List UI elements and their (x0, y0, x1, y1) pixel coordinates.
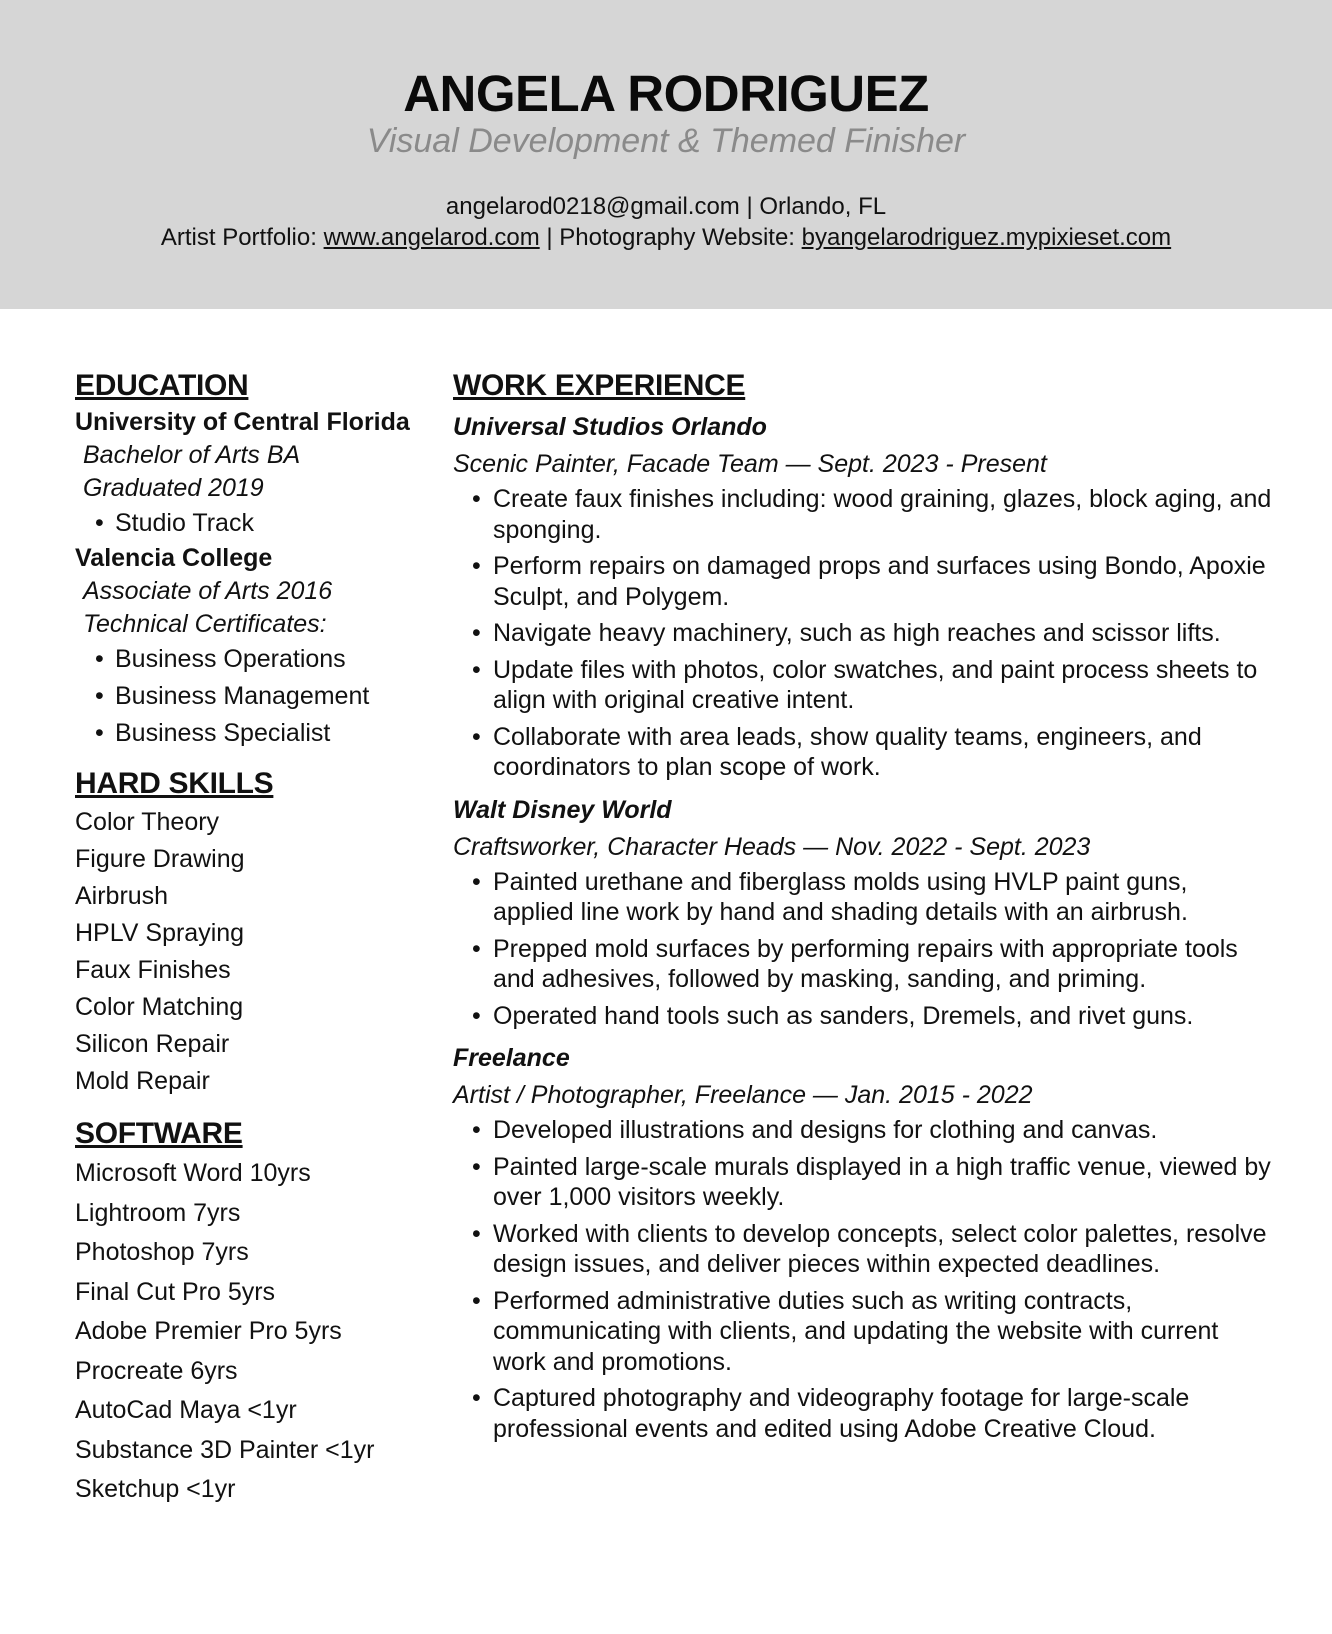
list-item: • Navigate heavy machinery, such as high reaches and scissor lifts. (493, 618, 1273, 649)
software-list (75, 1154, 415, 1510)
list-item: Final Cut Pro 5yrs (75, 1277, 276, 1306)
portfolio-label: Artist Portfolio: (160, 224, 324, 251)
hard-skills-list (75, 804, 415, 1100)
list-item: • Business Management (95, 682, 370, 710)
candidate-title: Visual Development & Themed Finisher (366, 122, 966, 160)
list-item: HPLV Spraying (75, 919, 245, 947)
list-item: • Developed illustrations and designs for clothing and canvas. (493, 1115, 1273, 1146)
list-item: Microsoft Word 10yrs (75, 1159, 311, 1187)
list-item: Sketchup <1yr (75, 1475, 236, 1503)
job-role: Scenic Painter, Facade Team — Sept. 2023 - Present (453, 450, 1047, 478)
left-column (75, 366, 415, 1510)
school-valencia: Valencia College (75, 544, 273, 572)
list-item: • Business Specialist (95, 719, 331, 747)
list-item: Adobe Premier Pro 5yrs (75, 1317, 342, 1345)
list-item: • Performed administrative duties such as writing contracts, communicating with clients, and updating the website with current work and promotions. (493, 1286, 1273, 1378)
list-item: Airbrush (75, 882, 169, 910)
work-experience-heading: WORK EXPERIENCE (453, 369, 746, 402)
list-item: Faux Finishes (75, 956, 231, 984)
list-item: • Collaborate with area leads, show quality teams, engineers, and coordinators to plan scope of work. (493, 722, 1273, 783)
right-column (453, 366, 1273, 1450)
resume-header (0, 0, 1332, 309)
list-item: Silicon Repair (75, 1030, 230, 1058)
job-bullets (453, 867, 1273, 1032)
list-item: • Painted large-scale murals displayed in a high traffic venue, viewed by over 1,000 visitors weekly. (493, 1152, 1273, 1213)
valencia-degree: Associate of Arts 2016 (83, 577, 333, 605)
list-item: • Worked with clients to develop concepts, select color palettes, resolve design issues, and deliver pieces within expected deadlines. (493, 1219, 1273, 1280)
portfolio-link[interactable]: www.angelarod.com (323, 224, 540, 251)
list-item: • Business Operations (95, 645, 346, 673)
list-item: Substance 3D Painter <1yr (75, 1435, 375, 1464)
job-role: Artist / Photographer, Freelance — Jan. 2015 - 2022 (453, 1081, 1033, 1109)
list-item: • Painted urethane and fiberglass molds using HVLP paint guns, applied line work by hand and shading details with an airbrush. (493, 867, 1273, 928)
list-item: AutoCad Maya <1yr (75, 1396, 297, 1424)
education-heading: EDUCATION (75, 369, 249, 402)
job-company: Freelance (453, 1044, 570, 1072)
photography-label: | Photography Website: (539, 224, 802, 251)
candidate-name: ANGELA RODRIGUEZ (403, 65, 929, 122)
list-item: Mold Repair (75, 1067, 210, 1095)
list-item: Color Matching (75, 993, 244, 1021)
job-bullets (453, 1115, 1273, 1444)
valencia-certs-label: Technical Certificates: (83, 610, 327, 638)
valencia-certs (75, 641, 415, 752)
photography-link[interactable]: byangelarodriguez.mypixieset.com (801, 224, 1172, 251)
list-item: Color Theory (75, 808, 220, 836)
list-item: • Update files with photos, color swatches, and paint process sheets to align with original creative intent. (493, 655, 1273, 716)
contact-line: angelarod0218@gmail.com | Orlando, FL (445, 193, 887, 220)
school-ucf: University of Central Florida (75, 408, 410, 436)
job-company: Walt Disney World (453, 795, 672, 824)
ucf-degree: Bachelor of Arts BA (83, 441, 301, 469)
list-item: Photoshop 7yrs (75, 1238, 249, 1266)
list-item: Procreate 6yrs (75, 1356, 238, 1385)
job-company: Universal Studios Orlando (453, 413, 767, 441)
list-item: Figure Drawing (75, 845, 245, 873)
list-item: • Captured photography and videography footage for large-scale professional events and edited using Adobe Creative Cloud. (493, 1383, 1273, 1444)
list-item: • Create faux finishes including: wood graining, glazes, block aging, and sponging. (493, 484, 1273, 545)
list-item: • Studio Track (95, 509, 254, 537)
ucf-graduated: Graduated 2019 (83, 474, 264, 502)
software-heading: SOFTWARE (75, 1117, 243, 1150)
list-item: Lightroom 7yrs (75, 1198, 241, 1227)
job-bullets (453, 484, 1273, 783)
ucf-tracks (75, 505, 415, 542)
list-item: • Operated hand tools such as sanders, Dremels, and rivet guns. (493, 1001, 1273, 1032)
website-line (0, 224, 1332, 252)
job-role: Craftsworker, Character Heads — Nov. 2022 - Sept. 2023 (453, 832, 1091, 861)
list-item: • Prepped mold surfaces by performing repairs with appropriate tools and adhesives, followed by masking, sanding, and priming. (493, 934, 1273, 995)
list-item: • Perform repairs on damaged props and surfaces using Bondo, Apoxie Sculpt, and Polygem. (493, 551, 1273, 612)
hard-skills-heading: HARD SKILLS (75, 767, 274, 800)
